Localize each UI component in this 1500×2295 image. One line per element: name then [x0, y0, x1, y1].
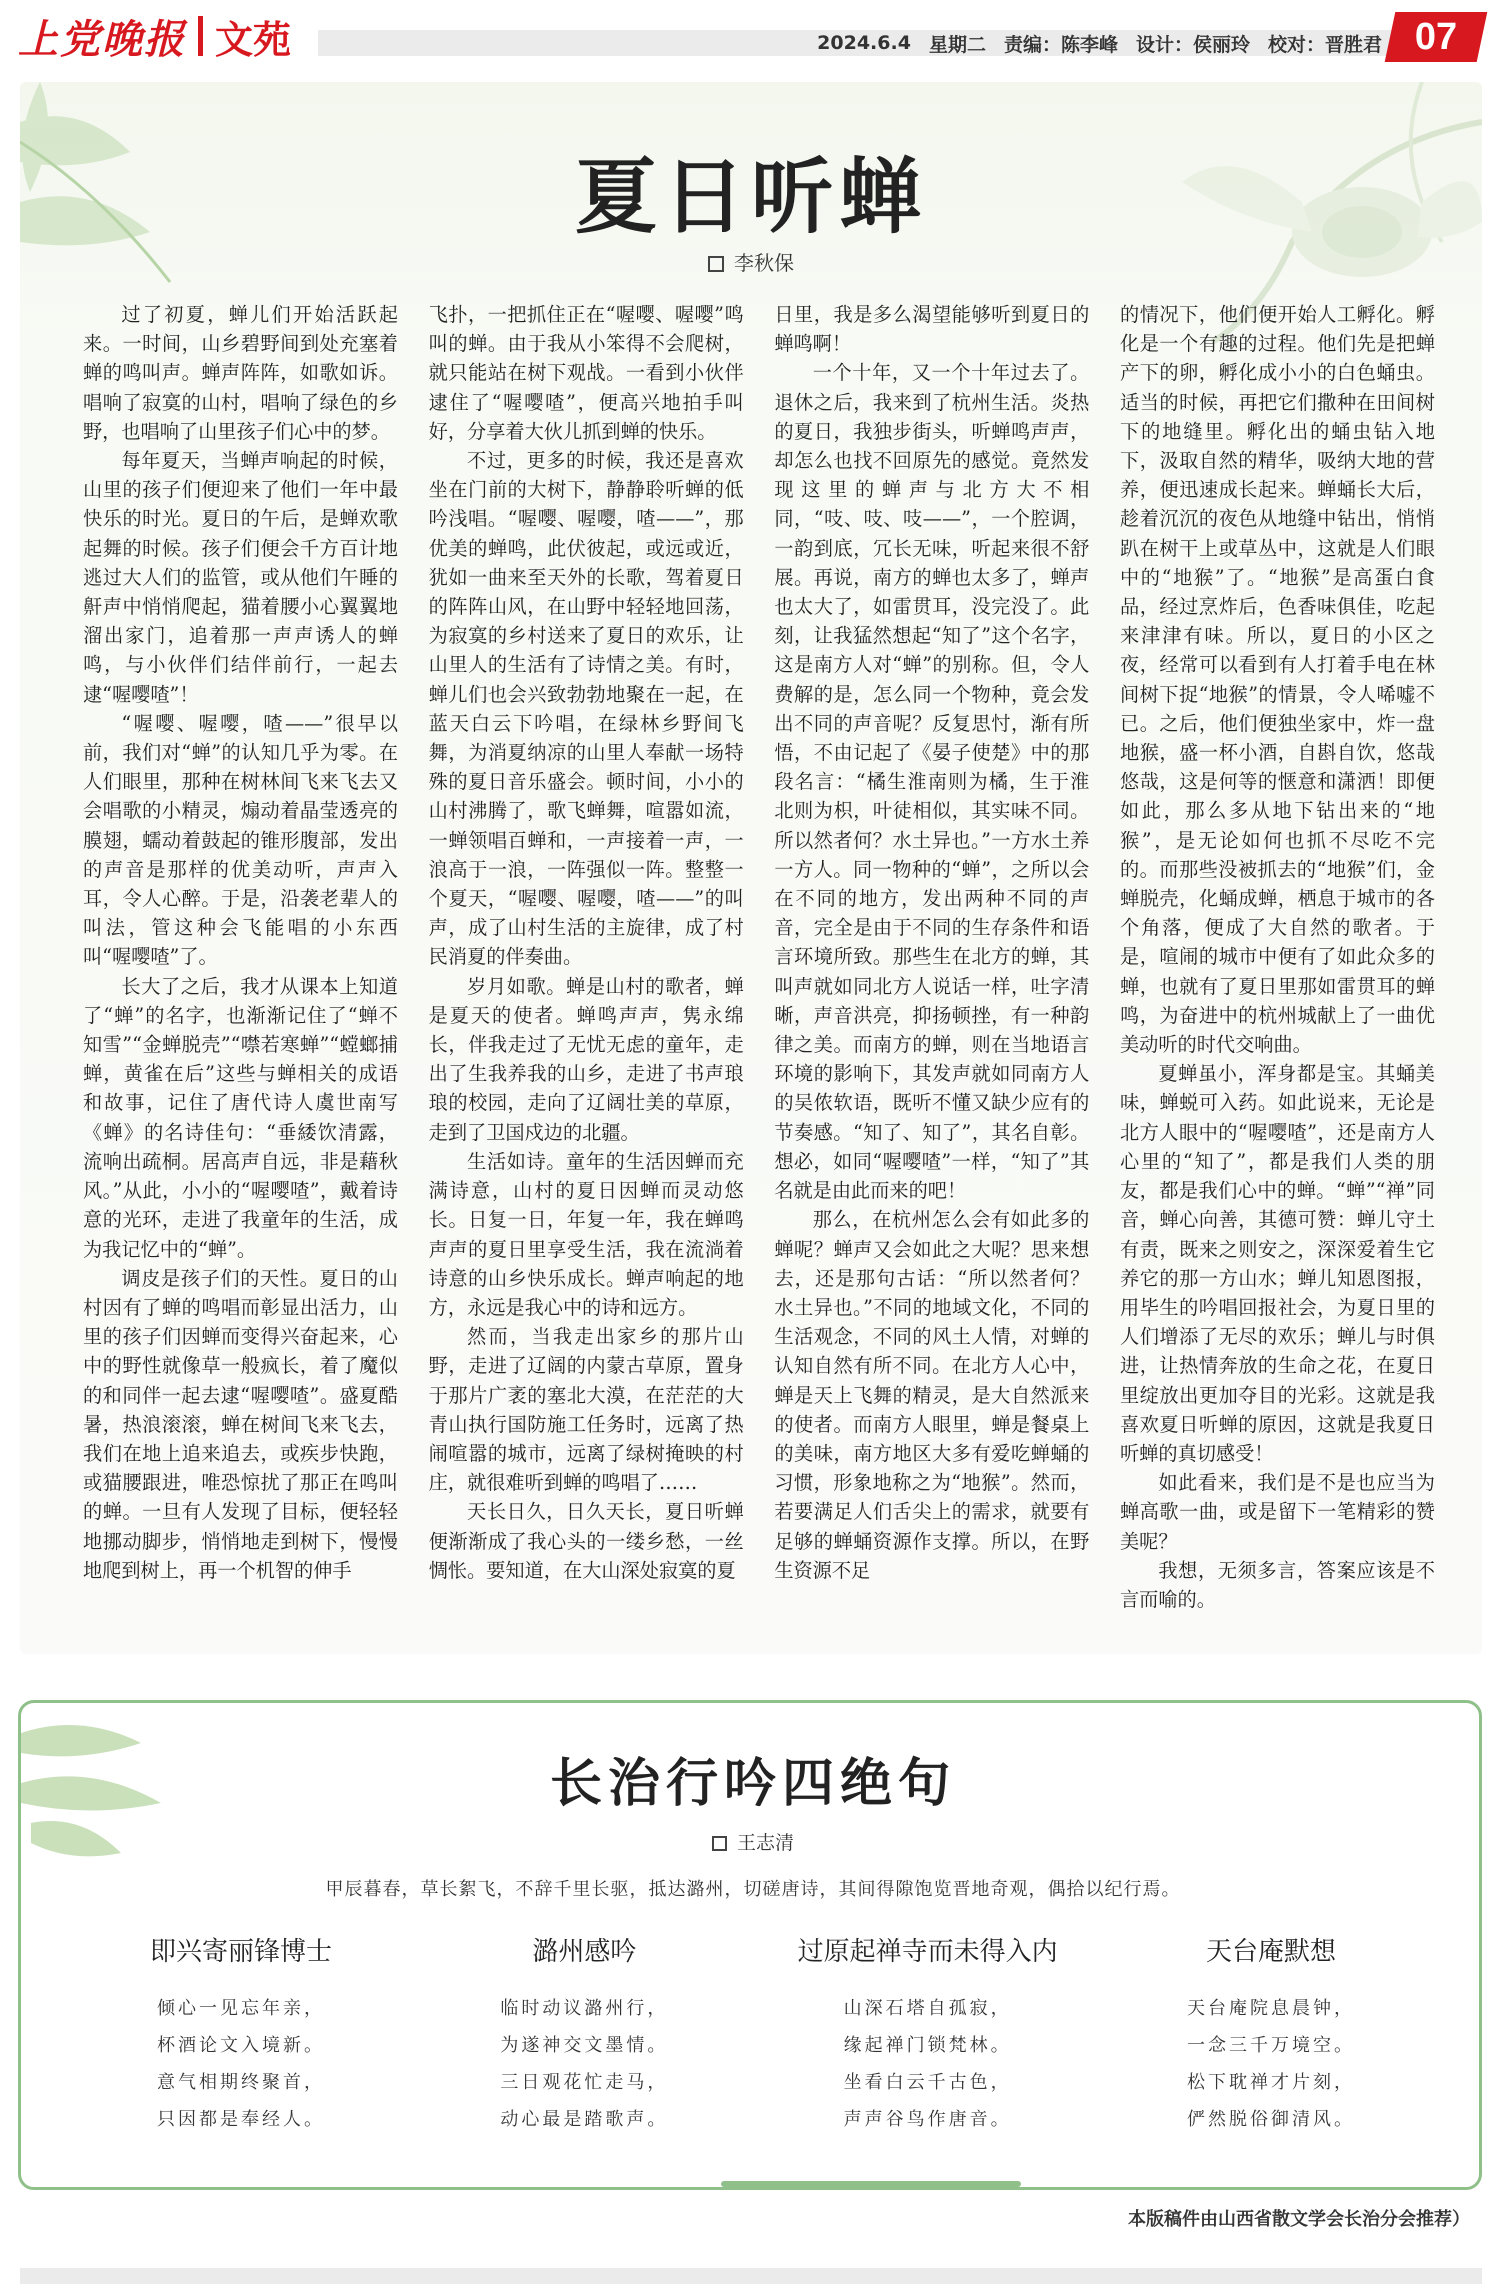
poem-line: 动心最是踏歌声。	[500, 2109, 669, 2130]
article-paragraph: 不过，更多的时候，我还是喜欢坐在门前的大树下，静静聆听蝉的低吟浅唱。“喔嘤、喔嘤，喳——”，那优美的蝉鸣，此伏彼起，或远或近，犹如一曲来至天外的长歌，驾着夏日的阵阵山风，在山野中轻轻地回荡，为寂寞的乡村送来了夏日的欢乐，让山里人的生活有了诗情之美。有时，蝉儿们也会兴致勃勃地聚在一起，在蓝天白云下吟唱，在绿林乡野间飞舞，为消夏纳凉的山里人奉献一场特殊的夏日音乐盛会。顿时间，小小的山村沸腾了，歌飞蝉舞，喧嚣如流，一蝉领唱百蝉和，一声接着一声，一浪高于一浪，一阵强似一阵。整整一个夏天，“喔嘤、喔嘤，喳——”的叫声，成了山村生活的主旋律，成了村民消夏的伴奏曲。	[428, 449, 744, 969]
article-paragraph: 然而，当我走出家乡的那片山野，走进了辽阔的内蒙古草原，置身于那片广袤的塞北大漠，在茫茫的大青山执行国防施工任务时，远离了热闹喧嚣的城市，远离了绿树掩映的村庄，就很难听到蝉的鸣唱了……	[428, 1325, 744, 1495]
page-number-badge	[1385, 12, 1488, 62]
poem-title: 天台庵默想	[1205, 1937, 1336, 1967]
article-column-2	[429, 300, 744, 1640]
article-title: 夏日听蝉	[574, 150, 927, 245]
poem-line: 一念三千万境空。	[1186, 2035, 1355, 2056]
article-paragraph: 过了初夏，蝉儿们开始活跃起来。一时间，山乡碧野间到处充塞着蝉的鸣叫声。蝉声阵阵，如歌如诉。唱响了寂寞的山村，唱响了绿色的乡野，也唱响了山里孩子们心中的梦。	[83, 303, 398, 443]
poem-title: 过原起禅寺而未得入内	[797, 1937, 1058, 1967]
poem-title: 即兴寄丽锋博士	[149, 1937, 332, 1967]
poems-list	[91, 1931, 1421, 2138]
poem-line: 坐看白云千古色，	[843, 2072, 1012, 2093]
poem-line: 天台庵院息晨钟，	[1186, 1998, 1355, 2019]
poem-box-accent-bar	[721, 2181, 1021, 2187]
main-article	[20, 82, 1482, 1654]
article-paragraph: 天长日久，日久天长，夏日听蝉便渐渐成了我心头的一缕乡愁，一丝惆怅。要知道，在大山深处寂寞的夏	[428, 1500, 744, 1582]
poems-byline	[21, 1828, 1482, 1855]
poem-line: 只因都是奉经人。	[157, 2109, 325, 2130]
poem-line: 山深石塔自孤寂，	[843, 1998, 1012, 2019]
poem-line: 声声谷鸟作唐音。	[843, 2109, 1012, 2130]
poems-title: 长治行吟四绝句	[549, 1754, 956, 1814]
newspaper-logo	[18, 10, 291, 62]
editor-credit: 责编：陈李峰	[1003, 33, 1118, 56]
article-column-3	[774, 300, 1089, 1640]
article-paragraph: 那么，在杭州怎么会有如此多的蝉呢？蝉声又会如此之大呢？思来想去，还是那句古话：“所以然者何？水土异也。”不同的地域文化，不同的生活观念，不同的风土人情，对蝉的认知自然有所不同。在北方人心中，蝉是天上飞舞的精灵，是大自然派来的使者。而南方人眼里，蝉是餐桌上的美味，南方地区大多有爱吃蝉蛹的习惯，形象地称之为“地猴”。然而，若要满足人们舌尖上的需求，就要有足够的蝉蛹资源作支撑。所以，在野生资源不足	[774, 1208, 1090, 1582]
article-paragraph: 一个十年，又一个十年过去了。退休之后，我来到了杭州生活。炎热的夏日，我独步街头，听蝉鸣声声，却怎么也找不回原先的感觉。竟然发现这里的蝉声与北方大不相同，“吱、吱、吱——”，一个腔调，一韵到底，冗长无味，听起来很不舒展。再说，南方的蝉也太多了，蝉声也太大了，如雷贯耳，没完没了。此刻，让我猛然想起“知了”这个名字，这是南方人对“蝉”的别称。但，令人费解的是，怎么同一个物种，竟会发出不同的声音呢？反复思忖，渐有所悟，不由记起了《晏子使楚》中的那段名言：“橘生淮南则为橘，生于淮北则为枳，叶徒相似，其实味不同。所以然者何？水土异也。”一方水土养一方人。同一物种的“蝉”，之所以会在不同的地方，发出两种不同的声音，完全是由于不同的生存条件和语言环境所致。那些生在北方的蝉，其叫声就如同北方人说话一样，吐字清晰，声音洪亮，抑扬顿挫，有一种韵律之美。而南方的蝉，则在当地语言环境的影响下，其发声就如同南方人的吴侬软语，既听不懂又缺少应有的节奏感。“知了、知了”，其名自彰。想必，如同“喔嘤喳”一样，“知了”其名就是由此而来的吧！	[774, 361, 1090, 1203]
poem-line: 意气相期终聚首，	[157, 2072, 325, 2093]
poem-line: 松下耽禅才片刻，	[1186, 2072, 1355, 2093]
article-paragraph: 每年夏天，当蝉声响起的时候，山里的孩子们便迎来了他们一年中最快乐的时光。夏日的午后，是蝉欢歌起舞的时候。孩子们便会千方百计地逃过大人们的监管，或从他们午睡的鼾声中悄悄爬起，猫着腰小心翼翼地溜出家门，追着那一声声诱人的蝉鸣，与小伙伴们结伴前行，一起去逮“喔嘤喳”！	[83, 449, 398, 706]
masthead	[0, 0, 1500, 82]
article-paragraph: 岁月如歌。蝉是山村的歌者，蝉是夏天的使者。蝉鸣声声，隽永绵长，伴我走过了无忧无虑的童年，走出了生我养我的山乡，走进了书声琅琅的校园，走向了辽阔壮美的草原，走到了卫国戍边的北疆。	[428, 974, 744, 1144]
poem	[91, 1931, 391, 2138]
logo-divider	[198, 16, 203, 56]
poem-line: 临时动议潞州行，	[500, 1998, 669, 2019]
poem-line: 为遂神交文墨情。	[500, 2035, 669, 2056]
article-author: 李秋保	[734, 251, 794, 275]
article-paragraph: 生活如诗。童年的生活因蝉而充满诗意，山村的夏日因蝉而灵动悠长。日复一日，年复一年，我在蝉鸣声声的夏日里享受生活，我在流淌着诗意的山乡快乐成长。蝉声响起的地方，永远是我心中的诗和远方。	[428, 1149, 744, 1319]
footnote: 本版稿件由山西省散文学会长治分会推荐）	[1128, 2209, 1470, 2230]
section-name: 文苑	[215, 17, 292, 62]
masthead-meta	[817, 30, 1382, 56]
article-byline	[20, 247, 1482, 276]
byline-box-icon	[712, 1836, 727, 1851]
poem	[1121, 1931, 1421, 2138]
article-paragraph: 调皮是孩子们的天性。夏日的山村因有了蝉的鸣唱而彰显出活力，山里的孩子们因蝉而变得兴奋起来，心中的野性就像草一般疯长，着了魔似的和同伴一起去逮“喔嘤喳”。盛夏酷暑，热浪滚滚，蝉在树间飞来飞去，我们在地上追来追去，或疾步快跑，或猫腰跟进，唯恐惊扰了那正在鸣叫的蝉。一旦有人发现了目标，便轻轻地挪动脚步，悄悄地走到树下，慢慢地爬到树上，再一个机智的伸手	[83, 1266, 398, 1582]
page-number: 07	[1414, 15, 1458, 58]
article-columns	[83, 300, 1435, 1640]
poems-author: 王志清	[736, 1832, 794, 1854]
poems-intro: 甲辰暮春，草长絮飞，不辞千里长驱，抵达潞州，切磋唐诗，其间得隙饱览晋地奇观，偶拾以纪行焉。	[325, 1879, 1181, 1900]
poems-section	[18, 1700, 1482, 2190]
article-paragraph: 日里，我是多么渴望能够听到夏日的蝉鸣啊！	[774, 303, 1090, 356]
poem-line: 俨然脱俗御清风。	[1186, 2109, 1355, 2130]
poem	[778, 1931, 1078, 2138]
article-paragraph: 夏蝉虽小，浑身都是宝。其蛹美味，蝉蜕可入药。如此说来，无论是北方人眼中的“喔嘤喳”，还是南方人心里的“知了”，都是我们人类的朋友，都是我们心中的蝉。“蝉”“禅”同音，蝉心向善，其德可赞：蝉儿守土有责，既来之则安之，深深爱着生它养它的那一方山水；蝉儿知恩图报，用毕生的吟唱回报社会，为夏日里的人们增添了无尽的欢乐；蝉儿与时俱进，让热情奔放的生命之花，在夏日里绽放出更加夺目的光彩。这就是我喜欢夏日听蝉的原因，这就是我夏日听蝉的真切感受！	[1119, 1062, 1435, 1465]
article-paragraph: 长大了之后，我才从课本上知道了“蝉”的名字，也渐渐记住了“蝉不知雪”“金蝉脱壳”“噤若寒蝉”“螳螂捕蝉，黄雀在后”这些与蝉相关的成语和故事，记住了唐代诗人虞世南写《蝉》的名诗佳句：“垂緌饮清露，流响出疏桐。居高声自远，非是藉秋风。”从此，小小的“喔嘤喳”，戴着诗意的光环，走进了我童年的生活，成为我记忆中的“蝉”。	[83, 974, 398, 1261]
poem-line: 缘起禅门锁梵林。	[843, 2035, 1012, 2056]
article-paragraph: “喔嘤、喔嘤，喳——”很早以前，我们对“蝉”的认知几乎为零。在人们眼里，那种在树林间飞来飞去又会唱歌的小精灵，煽动着晶莹透亮的膜翅，蠕动着鼓起的锥形腹部，发出的声音是那样的优美动听，声声入耳，令人心醉。于是，沿袭老辈人的叫法，管这种会飞能唱的小东西叫“喔嘤喳”了。	[83, 711, 398, 969]
poem-line: 杯酒论文入境新。	[157, 2035, 325, 2056]
designer-credit: 设计：侯丽玲	[1135, 33, 1250, 56]
issue-weekday: 星期二	[928, 33, 986, 56]
poem-line: 倾心一见忘年亲，	[157, 1998, 325, 2019]
issue-date: 2024.6.4	[817, 32, 911, 54]
bottom-strip	[20, 2268, 1482, 2284]
poem-title: 潞州感吟	[532, 1937, 637, 1967]
article-paragraph: 的情况下，他们便开始人工孵化。孵化是一个有趣的过程。他们先是把蝉产下的卵，孵化成小小的白色蛹虫。适当的时候，再把它们撒种在田间树下的地缝里。孵化出的蛹虫钻入地下，汲取自然的精华，吸纳大地的营养，便迅速成长起来。蝉蛹长大后，趁着沉沉的夜色从地缝中钻出，悄悄趴在树干上或草丛中，这就是人们眼中的“地猴”了。“地猴”是高蛋白食品，经过烹炸后，色香味俱佳，吃起来津津有味。所以，夏日的小区之夜，经常可以看到有人打着手电在林间树下捉“地猴”的情景，令人唏嘘不已。之后，他们便独坐家中，炸一盘地猴，盛一杯小酒，自斟自饮，悠哉悠哉，这是何等的惬意和潇洒！即便如此，那么多从地下钻出来的“地猴”，是无论如何也抓不尽吃不完的。而那些没被抓去的“地猴”们，金蝉脱壳，化蛹成蝉，栖息于城市的各个角落，便成了大自然的歌者。于是，喧闹的城市中便有了如此众多的蝉，也就有了夏日里那如雷贯耳的蝉鸣，为奋进中的杭州城献上了一曲优美动听的时代交响曲。	[1119, 303, 1435, 1057]
article-paragraph: 我想，无须多言，答案应该是不言而喻的。	[1119, 1558, 1435, 1611]
article-paragraph: 飞扑，一把抓住正在“喔嘤、喔嘤”鸣叫的蝉。由于我从小笨得不会爬树，就只能站在树下观战。一看到小伙伴逮住了“喔嘤喳”，便高兴地拍手叫好，分享着大伙儿抓到蝉的快乐。	[428, 303, 744, 443]
article-column-1	[83, 300, 398, 1640]
paper-name: 上党晚报	[18, 15, 186, 63]
article-paragraph: 如此看来，我们是不是也应当为蝉高歌一曲，或是留下一笔精彩的赞美呢？	[1119, 1471, 1435, 1553]
proofreader-credit: 校对：晋胜君	[1267, 33, 1382, 56]
article-column-4	[1120, 300, 1435, 1640]
poem	[434, 1931, 734, 2138]
poem-line: 三日观花忙走马，	[500, 2072, 669, 2093]
byline-box-icon	[708, 256, 724, 272]
